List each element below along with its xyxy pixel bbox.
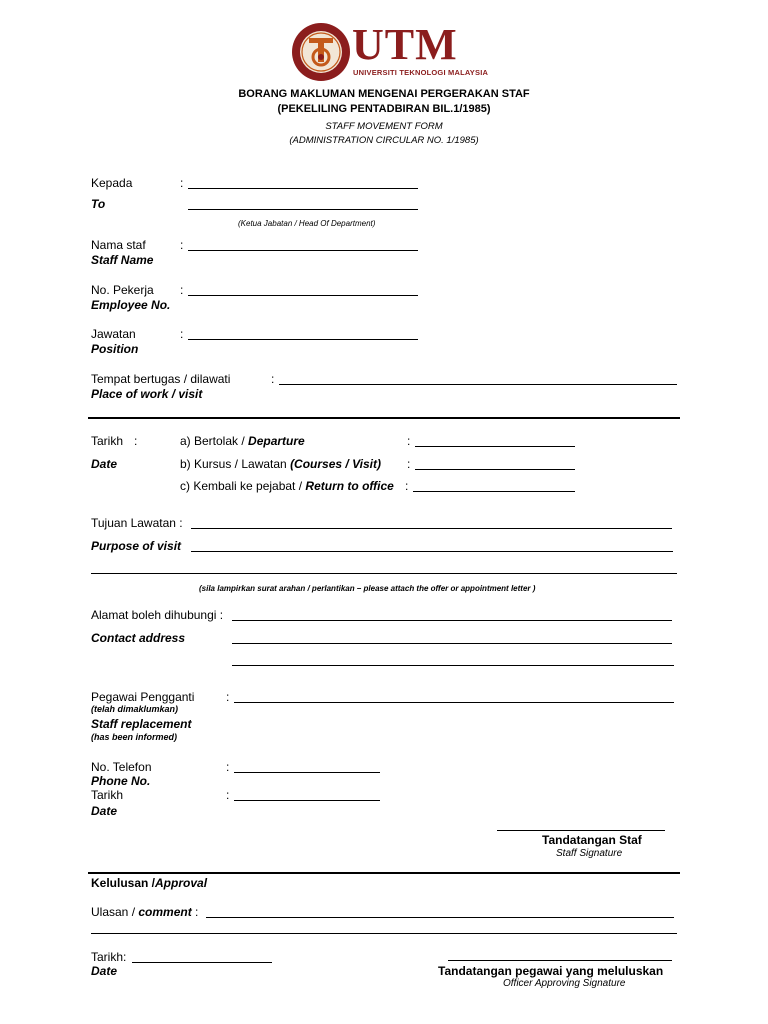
comment-field-1[interactable] (206, 917, 674, 918)
staff-name-field[interactable] (188, 250, 418, 251)
kepada-label: Kepada (91, 176, 133, 190)
alamat-label: Alamat boleh dihubungi : (91, 608, 224, 622)
circular-ms: (PEKELILING PENTADBIRAN BIL.1/1985) (277, 103, 491, 115)
kepada-field-2[interactable] (188, 209, 418, 210)
courses-row: b) Kursus / Lawatan (Courses / Visit) (180, 457, 381, 471)
tempat-colon: : (271, 372, 275, 386)
utm-wordmark: UTM (352, 20, 458, 69)
replacement-field[interactable] (234, 702, 674, 703)
return-colon: : (405, 479, 409, 493)
nama-label: Nama staf (91, 238, 146, 252)
position-field[interactable] (188, 339, 418, 340)
hod-note: (Ketua Jabatan / Head Of Department) (238, 219, 376, 228)
replacement-date-field[interactable] (234, 800, 380, 801)
purpose-field-2[interactable] (191, 551, 673, 552)
replacement-tarikh-label: Tarikh (91, 788, 124, 802)
position-label: Position (91, 342, 139, 356)
comment-label: Ulasan / comment : (91, 905, 199, 919)
utm-subtitle: UNIVERSITI TEKNOLOGI MALAYSIA (353, 68, 489, 77)
tujuan-label: Tujuan Lawatan : (91, 516, 183, 530)
approval-date-label: Date (91, 964, 118, 978)
pengganti-colon: : (226, 690, 230, 704)
phone-field[interactable] (234, 772, 380, 773)
telefon-colon: : (226, 760, 230, 774)
pengganti-label: Pegawai Pengganti (91, 690, 195, 704)
staff-signature-label: Tandatangan Staf (542, 833, 642, 847)
approval-tarikh-label: Tarikh: (91, 950, 127, 964)
employee-no-field[interactable] (188, 295, 418, 296)
approval-date-field[interactable] (132, 962, 272, 963)
pekerja-colon: : (180, 283, 184, 297)
courses-date-field[interactable] (415, 469, 575, 470)
address-field-2[interactable] (232, 643, 672, 644)
nama-colon: : (180, 238, 184, 252)
place-label: Place of work / visit (91, 387, 203, 401)
return-row: c) Kembali ke pejabat / Return to office (180, 479, 394, 493)
place-field[interactable] (279, 384, 677, 385)
jawatan-label: Jawatan (91, 327, 136, 341)
staff-replacement-label: Staff replacement (91, 717, 192, 731)
employee-no-label: Employee No. (91, 298, 171, 312)
form-title-en: STAFF MOVEMENT FORM (325, 121, 443, 132)
contact-address-label: Contact address (91, 631, 186, 645)
jawatan-colon: : (180, 327, 184, 341)
purpose-field-1[interactable] (191, 528, 672, 529)
replacement-date-label: Date (91, 804, 118, 818)
staff-signature-en: Staff Signature (556, 848, 623, 859)
attach-note: (sila lampirkan surat arahan / perlantikan – please attach the offer or appointment letter ) (199, 584, 536, 593)
date-label: Date (91, 457, 118, 471)
tarikh-label: Tarikh (91, 434, 124, 448)
purpose-field-3[interactable] (91, 573, 677, 574)
telefon-label: No. Telefon (91, 760, 152, 774)
section-divider-2 (88, 872, 680, 874)
kepada-field[interactable] (188, 188, 418, 189)
pekerja-label: No. Pekerja (91, 283, 154, 297)
departure-colon: : (407, 434, 411, 448)
phone-label: Phone No. (91, 774, 151, 788)
staff-signature-field[interactable] (497, 830, 665, 831)
kepada-colon: : (180, 176, 184, 190)
officer-signature-en: Officer Approving Signature (503, 978, 626, 989)
tarikh-colon: : (134, 434, 138, 448)
circular-en: (ADMINISTRATION CIRCULAR NO. 1/1985) (289, 135, 479, 146)
officer-signature-label: Tandatangan pegawai yang meluluskan (438, 964, 664, 978)
courses-colon: : (407, 457, 411, 471)
to-label: To (91, 197, 106, 211)
form-title-ms: BORANG MAKLUMAN MENGENAI PERGERAKAN STAF (238, 88, 530, 100)
return-date-field[interactable] (413, 491, 575, 492)
address-field-1[interactable] (232, 620, 672, 621)
informed-note: (has been informed) (91, 732, 178, 742)
tempat-label: Tempat bertugas / dilawati (91, 372, 231, 386)
comment-field-2[interactable] (91, 933, 677, 934)
dimaklumkan-note: (telah dimaklumkan) (91, 704, 179, 714)
utm-seal-icon (291, 22, 351, 82)
section-divider-1 (88, 417, 680, 419)
departure-row: a) Bertolak / Departure (180, 434, 305, 448)
departure-date-field[interactable] (415, 446, 575, 447)
staff-name-label: Staff Name (91, 253, 154, 267)
approval-heading: Kelulusan /Approval (91, 876, 208, 890)
officer-signature-field[interactable] (448, 960, 672, 961)
purpose-label: Purpose of visit (91, 539, 182, 553)
address-field-3[interactable] (232, 665, 674, 666)
replacement-tarikh-colon: : (226, 788, 230, 802)
